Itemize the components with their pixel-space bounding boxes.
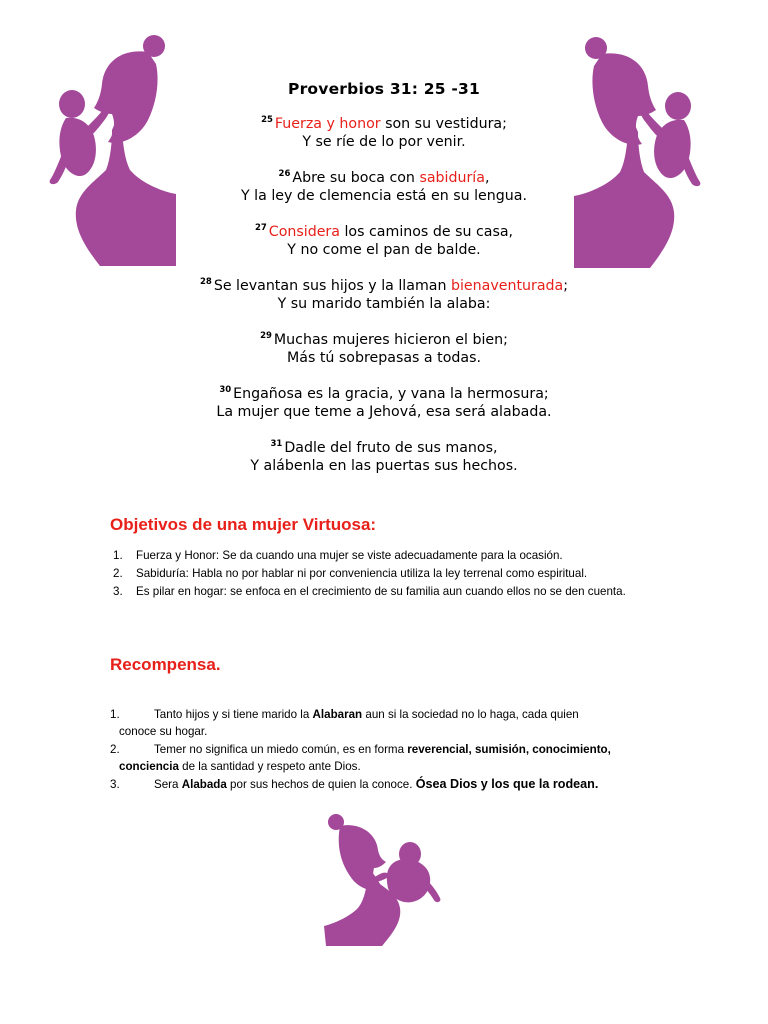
list-number: 2. (113, 566, 123, 580)
list-text: Temer no significa un miedo común, es en forma (154, 743, 408, 756)
list-number: 3. (113, 584, 123, 598)
list-item (111, 565, 651, 583)
verse-26 (180, 166, 588, 205)
verse-30 (180, 382, 588, 421)
mother-baby-silhouette-bottom-icon (318, 812, 448, 946)
verse-text: los caminos de su casa, (339, 224, 514, 240)
verse-text: Y no come el pan de balde. (287, 241, 481, 258)
list-text: Tanto hijos y si tiene marido la (154, 708, 313, 721)
verse-number: 30 (219, 385, 232, 395)
verse-highlight: Fuerza y honor (274, 116, 381, 132)
list-item (111, 583, 651, 601)
verse-number: 28 (199, 277, 212, 287)
list-text: Fuerza y Honor: Se da cuando una mujer se viste adecuadamente para la ocasión. (136, 549, 563, 562)
verse-highlight: Considera (268, 224, 340, 240)
verse-28 (180, 274, 588, 313)
list-text: Es pilar en hogar: se enfoca en el crecimiento de su familia aun cuando ellos no se den cuenta. (136, 584, 626, 598)
verse-text: Y la ley de clemencia está en su lengua. (241, 187, 527, 204)
verse-text: , (484, 170, 490, 186)
verse-25 (180, 112, 588, 151)
verse-text: Dadle del fruto de sus manos, (284, 440, 498, 456)
list-text: de la santidad y respeto ante Dios. (178, 760, 361, 773)
verse-27 (180, 220, 588, 259)
list-bold-text: Alabaran (312, 708, 363, 721)
verse-text: ; (563, 278, 569, 294)
list-item (110, 706, 662, 740)
list-number: 1. (110, 708, 120, 721)
mother-baby-silhouette-right-icon (574, 30, 706, 274)
verse-number: 26 (278, 169, 291, 179)
list-item (111, 547, 651, 565)
verse-highlight: bienaventurada (450, 278, 564, 294)
objetivos-heading: Objetivos de una mujer Virtuosa: (110, 515, 377, 534)
verse-text: son su vestidura; (380, 116, 507, 132)
verse-text: Se levantan sus hijos y la llaman (213, 278, 451, 294)
verse-number: 29 (260, 331, 272, 341)
objetivos-list (111, 547, 651, 600)
recompensa-heading: Recompensa. (110, 655, 221, 674)
list-text: aun si la sociedad no lo haga, cada quien (362, 708, 579, 721)
poem-title: Proverbios 31: 25 -31 (288, 80, 480, 98)
list-text: Sabiduría: Habla no por hablar ni por conveniencia utiliza la ley terrenal como espiritual. (136, 566, 588, 580)
verse-31 (180, 436, 588, 475)
list-item (110, 741, 662, 775)
verse-text: Y se ríe de lo por venir. (302, 133, 466, 150)
verse-text: La mujer que teme a Jehová, esa será alabada. (216, 403, 552, 420)
verse-text: Engañosa es la gracia, y vana la hermosura; (233, 386, 549, 402)
list-bold-text: conciencia (119, 760, 179, 773)
list-bold-text: reverencial, sumisión, conocimiento, (407, 743, 611, 756)
verse-highlight: sabiduría (419, 170, 485, 186)
list-number: 2. (110, 743, 120, 756)
list-text: Sera (154, 778, 182, 791)
recompensa-list (110, 706, 662, 794)
verse-number: 25 (261, 115, 273, 125)
verse-text: Y alábenla en las puertas sus hechos. (250, 457, 518, 474)
list-item (110, 776, 662, 793)
verse-text: Y su marido también la alaba: (277, 295, 491, 312)
list-text: por sus hechos de quien la conoce. (226, 778, 416, 791)
list-text: conoce su hogar. (119, 725, 208, 738)
list-bold-text: Alabada (181, 778, 227, 791)
mother-baby-silhouette-left-icon (44, 34, 176, 266)
poem-block (180, 80, 588, 490)
verse-text: Abre su boca con (292, 170, 420, 186)
list-number: 3. (110, 778, 120, 791)
verse-number: 31 (270, 439, 283, 449)
verse-text: Más tú sobrepasas a todas. (287, 349, 481, 366)
list-bold-text: Ósea Dios y los que la rodean. (415, 777, 599, 791)
list-number: 1. (113, 549, 123, 562)
verse-number: 27 (254, 223, 267, 233)
verse-29 (180, 328, 588, 367)
verse-text: Muchas mujeres hicieron el bien; (273, 332, 508, 348)
